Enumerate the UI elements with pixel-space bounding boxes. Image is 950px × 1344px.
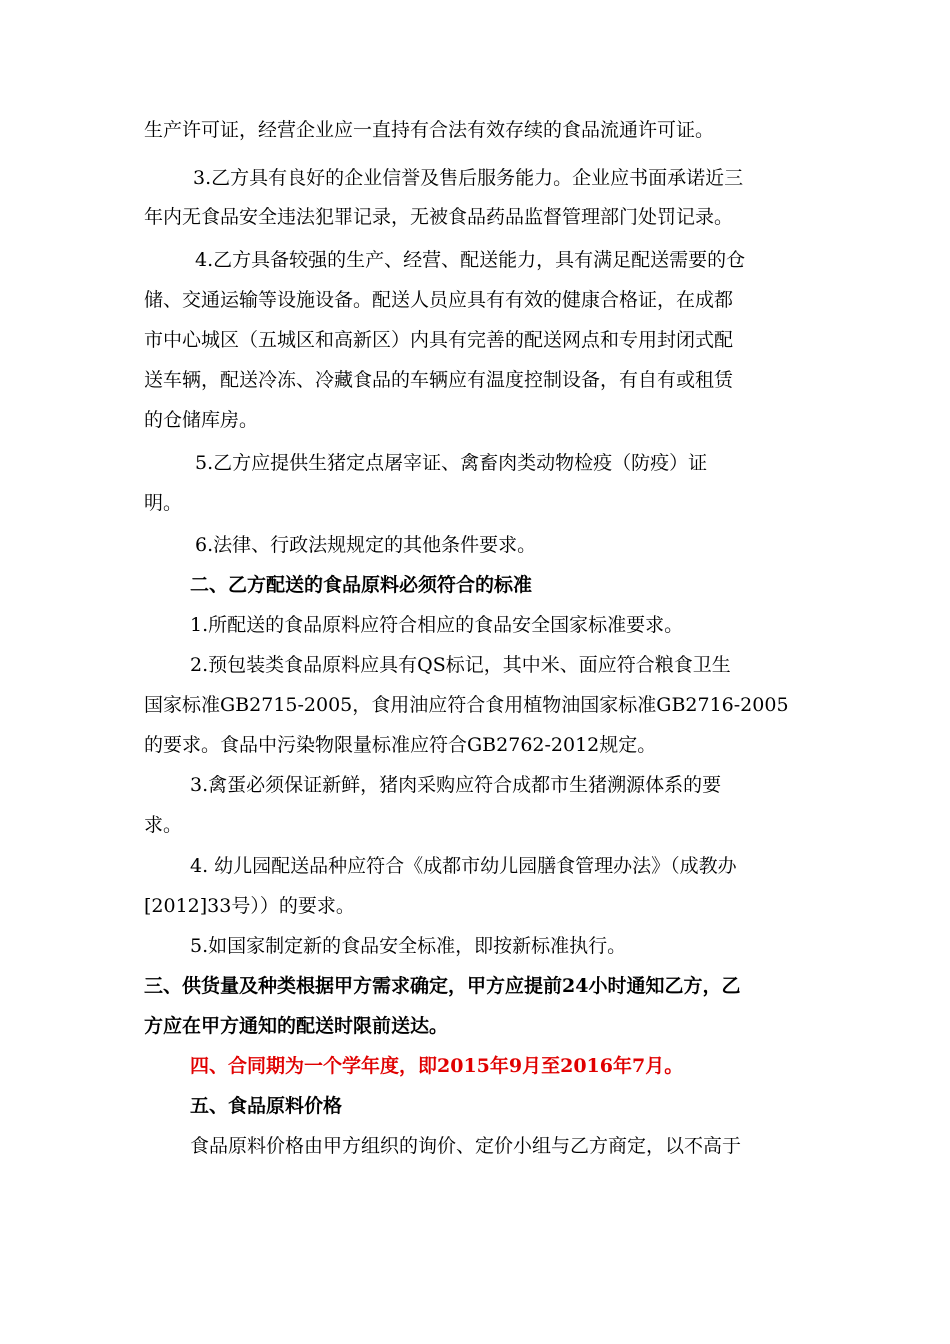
contract-period-heading: 四、合同期为一个学年度，即2015年9月至2016年7月。 [190, 1055, 684, 1077]
list-item: 6.法律、行政法规规定的其他条件要求。 [195, 534, 537, 556]
text-line: 市中心城区（五城区和高新区）内具有完善的配送网点和专用封闭式配 [144, 329, 734, 351]
list-item: 2.预包装类食品原料应具有QS标记，其中米、面应符合粮食卫生 [190, 654, 731, 676]
text-line: 的要求。食品中污染物限量标准应符合GB2762-2012规定。 [144, 734, 657, 756]
list-item: 5.如国家制定新的食品安全标准，即按新标准执行。 [190, 935, 627, 957]
text-line: 明。 [144, 492, 183, 514]
list-item: 1.所配送的食品原料应符合相应的食品安全国家标准要求。 [190, 614, 684, 636]
text-line: 送车辆，配送冷冻、冷藏食品的车辆应有温度控制设备，有自有或租赁 [144, 369, 734, 391]
text-line: 年内无食品安全违法犯罪记录，无被食品药品监督管理部门处罚记录。 [144, 206, 734, 228]
text-line: 的仓储库房。 [144, 409, 259, 431]
list-item: 4.乙方具备较强的生产、经营、配送能力，具有满足配送需要的仓 [195, 249, 746, 271]
text-line: 求。 [144, 814, 183, 836]
list-item: 3.乙方具有良好的企业信誉及售后服务能力。企业应书面承诺近三 [193, 167, 744, 189]
list-item: 4. 幼儿园配送品种应符合《成都市幼儿园膳食管理办法》（成教办 [190, 855, 737, 877]
section-heading: 三、供货量及种类根据甲方需求确定，甲方应提前24小时通知乙方，乙 [144, 975, 741, 997]
text-line: [2012]33号））的要求。 [144, 895, 355, 917]
text-line: 食品原料价格由甲方组织的询价、定价小组与乙方商定，以不高于 [190, 1135, 742, 1157]
text-line: 国家标准GB2715-2005，食用油应符合食用植物油国家标准GB2716-2005 [144, 694, 789, 716]
section-heading: 五、食品原料价格 [190, 1095, 343, 1117]
section-heading-continued: 方应在甲方通知的配送时限前送达。 [144, 1015, 449, 1037]
list-item: 3.禽蛋必须保证新鲜，猪肉采购应符合成都市生猪溯源体系的要 [190, 774, 722, 796]
section-heading: 二、乙方配送的食品原料必须符合的标准 [190, 574, 533, 596]
text-line: 生产许可证，经营企业应一直持有合法有效存续的食品流通许可证。 [144, 119, 715, 141]
list-item: 5.乙方应提供生猪定点屠宰证、禽畜肉类动物检疫（防疫）证 [195, 452, 708, 474]
text-line: 储、交通运输等设施设备。配送人员应具有有效的健康合格证，在成都 [144, 289, 734, 311]
